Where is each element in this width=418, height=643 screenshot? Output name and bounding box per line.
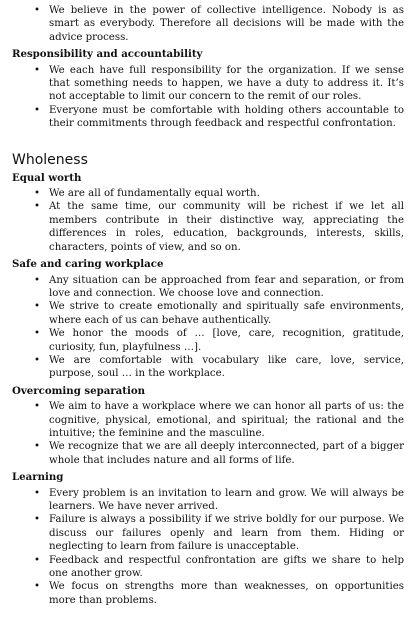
learning-list [12,487,404,608]
equal-worth-list [12,187,404,254]
list-item: • We focus on strengths more than weaknesses, on opportunities more than problems. [49,580,404,607]
list-item: • Every problem is an invitation to learn and grow. We will always be learners. We have never arrived. [49,487,404,514]
document-page [0,4,418,607]
list-item: • We believe in the power of collective intelligence. Nobody is as smart as everybody. Therefore all decisions will be made with the advice process. [49,4,404,44]
list-item: • Any situation can be approached from fear and separation, or from love and connection. We choose love and connection. [49,274,404,301]
section-title-wholeness: Wholeness [12,151,88,168]
list-item: • At the same time, our community will be richest if we let all members contribute in their distinctive way, appreciating the differences in roles, education, backgrounds, interests, skills, characters, points of view, and so on. [49,200,404,254]
overcoming-separation-list [12,400,404,467]
section-heading-equal-worth: Equal worth [12,171,82,184]
section-heading-overcoming-separation: Overcoming separation [12,384,146,397]
list-item: • We honor the moods of … [love, care, recognition, gratitude, curiosity, fun, playfulness …]. [49,327,404,354]
section-heading-learning: Learning [12,471,64,484]
list-item: • Feedback and respectful confrontation are gifts we share to help one another grow. [49,554,404,581]
list-item: • Everyone must be comfortable with holding others accountable to their commitments through feedback and respectful confrontation. [49,104,404,131]
list-item: • Failure is always a possibility if we strive boldly for our purpose. We discuss our failures openly and learn from them. Hiding or neglecting to learn from failure is unacceptable. [49,513,404,553]
section-heading-responsibility: Responsibility and accountability [12,48,203,61]
list-item: • We recognize that we are all deeply interconnected, part of a bigger whole that includes nature and all forms of life. [49,440,404,467]
intro-list [12,4,404,44]
list-item: • We are all of fundamentally equal worth. [49,187,404,200]
list-item: • We aim to have a workplace where we can honor all parts of us: the cognitive, physical, emotional, and spiritual; the rational and the intuitive; the feminine and the masculine. [49,400,404,440]
responsibility-list [12,64,404,131]
section-heading-safe-caring: Safe and caring workplace [12,258,164,271]
list-item: • We each have full responsibility for the organization. If we sense that something needs to happen, we have a duty to address it. It’s not acceptable to limit our concern to the remit of our roles. [49,64,404,104]
list-item: • We are comfortable with vocabulary like care, love, service, purpose, soul … in the workplace. [49,354,404,381]
safe-caring-list [12,274,404,381]
list-item: • We strive to create emotionally and spiritually safe environments, where each of us can behave authentically. [49,300,404,327]
